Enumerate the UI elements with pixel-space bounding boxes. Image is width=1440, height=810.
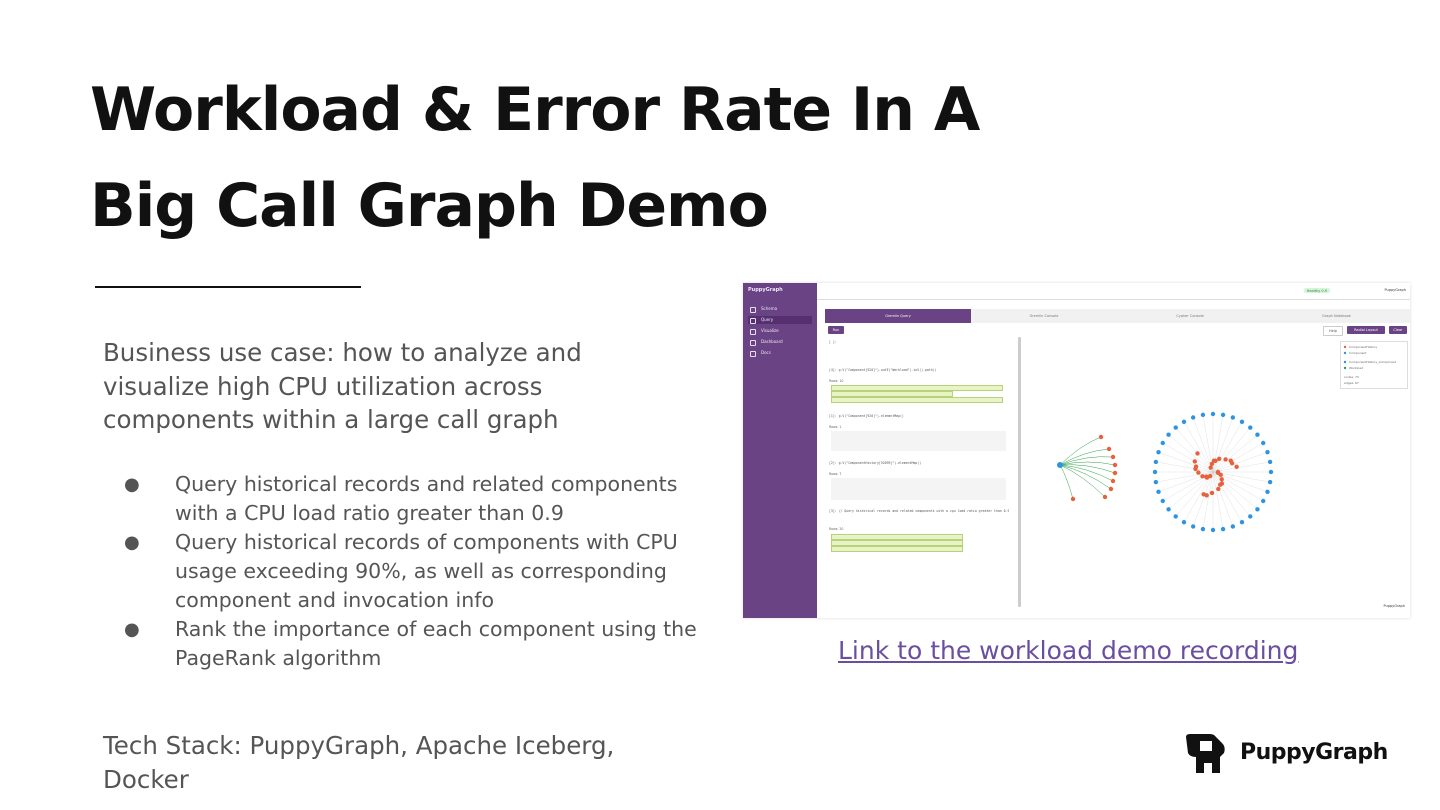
- graph-node: [1109, 487, 1113, 491]
- graph-node: [1193, 459, 1197, 463]
- graph-node: [1248, 514, 1252, 518]
- graph-node: [1221, 527, 1225, 531]
- graph-node: [1204, 474, 1208, 478]
- result-count: Rows: 10: [829, 379, 844, 383]
- graph-node: [1057, 462, 1063, 468]
- graph-node: [1174, 425, 1178, 429]
- graph-edge: [1060, 465, 1073, 499]
- legend-entry: ComponentHistory: [1349, 345, 1378, 349]
- graph-node: [1166, 433, 1170, 437]
- layout-select[interactable]: Radial Layout: [1347, 326, 1385, 334]
- graph-node: [1234, 465, 1238, 469]
- editor-scrollbar[interactable]: [1018, 337, 1021, 607]
- graph-node: [1154, 460, 1158, 464]
- title-line-2: Big Call Graph Demo: [90, 171, 768, 241]
- graph-node: [1099, 435, 1103, 439]
- graph-node: [1211, 528, 1215, 532]
- code-line: [1]: g.V("Component[920]").elementMap(): [829, 414, 904, 418]
- account-menu[interactable]: PuppyGraph: [1384, 288, 1406, 292]
- graph-node: [1261, 441, 1265, 445]
- bullet-text: Query historical records of components with CPU usage exceeding 90%, as well as corresponding component and invocation info: [175, 530, 678, 612]
- logo-text: PuppyGraph: [1240, 740, 1388, 765]
- graph-node: [1265, 490, 1269, 494]
- graph-node: [1210, 462, 1214, 466]
- bullet-text: Rank the importance of each component using the PageRank algorithm: [175, 617, 697, 670]
- nav-item-visualize[interactable]: Visualize: [748, 327, 812, 335]
- app-topbar: [817, 283, 1410, 300]
- graph-node: [1201, 492, 1205, 496]
- graph-node: [1196, 470, 1200, 474]
- graph-node: [1156, 450, 1160, 454]
- result-count: Rows: 1: [829, 425, 842, 429]
- graph-node: [1265, 450, 1269, 454]
- graph-node: [1166, 507, 1170, 511]
- graph-node: [1255, 433, 1259, 437]
- legend-entry: Workload: [1349, 366, 1364, 370]
- graph-node: [1194, 464, 1198, 468]
- result-count: Rows: 20: [829, 527, 844, 531]
- bullet-list: [124, 470, 704, 673]
- graph-node: [1216, 470, 1220, 474]
- demo-recording-link[interactable]: Link to the workload demo recording: [838, 636, 1299, 665]
- graph-node: [1217, 457, 1221, 461]
- code-line: [2]: g.V("ComponentHistory[92099]").elementMap(): [829, 461, 922, 465]
- graph-node: [1182, 520, 1186, 524]
- graph-node: [1268, 480, 1272, 484]
- tab-graph-notebook[interactable]: Graph Notebook: [1322, 314, 1351, 318]
- graph-node: [1221, 413, 1225, 417]
- result-table: [831, 431, 1006, 451]
- bullet-item: [124, 615, 704, 673]
- graph-node: [1174, 514, 1178, 518]
- intro-text: Business use case: how to analyze and visualize high CPU utilization across components within a large call graph: [103, 338, 582, 434]
- run-button[interactable]: Run: [828, 326, 844, 334]
- tech-stack-text: Tech Stack: PuppyGraph, Apache Iceberg, Docker: [103, 731, 615, 794]
- graph-node: [1240, 520, 1244, 524]
- bullet-text: Query historical records and related components with a CPU load ratio greater than 0.9: [175, 472, 678, 525]
- graph-legend: [1340, 341, 1408, 389]
- graph-node: [1269, 470, 1273, 474]
- graph-node: [1211, 412, 1215, 416]
- graph-node: [1213, 459, 1217, 463]
- app-sidebar: [743, 283, 817, 618]
- graph-node: [1231, 415, 1235, 419]
- code-line: [ ]:: [829, 340, 837, 344]
- bullet-item: [124, 528, 704, 615]
- slide-title: [90, 62, 979, 254]
- graph-node: [1191, 524, 1195, 528]
- puppy-logo-icon: [1184, 733, 1228, 775]
- graph-node: [1220, 477, 1224, 481]
- graph-node: [1107, 447, 1111, 451]
- query-editor[interactable]: [825, 337, 1018, 612]
- tab-gremlin-query[interactable]: Gremlin Query: [825, 309, 971, 323]
- nav-item-schema[interactable]: Schema: [748, 305, 812, 313]
- graph-node: [1210, 491, 1214, 495]
- title-line-1: Workload & Error Rate In A: [90, 75, 980, 145]
- result-table: [831, 478, 1006, 500]
- puppygraph-logo: [1184, 733, 1388, 775]
- graph-node: [1161, 499, 1165, 503]
- bullet-item: [124, 470, 704, 528]
- graph-node: [1071, 497, 1075, 501]
- bullet-dot-icon: ●: [124, 474, 140, 495]
- legend-swatches: [1343, 344, 1348, 372]
- graph-node: [1231, 524, 1235, 528]
- code-line: [3]: // Query historical records and related components with a cpu load ratio greater than 0.9: [829, 509, 1009, 513]
- health-badge: Healthy 0.9: [1304, 288, 1330, 293]
- app-brand: PuppyGraph: [748, 287, 783, 293]
- graph-node: [1195, 451, 1199, 455]
- graph-node: [1216, 487, 1220, 491]
- graph-node: [1111, 479, 1115, 483]
- graph-node: [1111, 455, 1115, 459]
- graph-node: [1248, 425, 1252, 429]
- legend-stat: edges: 67: [1344, 381, 1359, 385]
- graph-node: [1113, 463, 1117, 467]
- title-divider: [95, 286, 361, 288]
- app-watermark: PuppyGraph: [1383, 604, 1405, 608]
- nav-item-dashboard[interactable]: Dashboard: [748, 338, 812, 346]
- graph-node: [1201, 413, 1205, 417]
- result-count: Rows: 7: [829, 472, 842, 476]
- graph-node: [1182, 420, 1186, 424]
- graph-node: [1161, 441, 1165, 445]
- graph-node: [1103, 495, 1107, 499]
- clear-button[interactable]: Clear: [1389, 326, 1407, 334]
- demo-screenshot: [743, 283, 1410, 618]
- bullet-dot-icon: ●: [124, 619, 140, 640]
- query-tabs: [825, 309, 1410, 323]
- legend-entry: ComponentHistory_Component: [1349, 360, 1397, 364]
- graph-node: [1153, 470, 1157, 474]
- graph-node: [1191, 415, 1195, 419]
- graph-node: [1218, 482, 1222, 486]
- graph-node: [1230, 461, 1234, 465]
- result-row: [831, 397, 1003, 403]
- graph-node: [1154, 480, 1158, 484]
- graph-node: [1156, 490, 1160, 494]
- graph-node: [1200, 474, 1204, 478]
- code-line: [4]: g.V("Component[920]").outE("Workload").inV().path(): [829, 368, 937, 372]
- tab-cypher-console[interactable]: Cypher Console: [1176, 314, 1204, 318]
- bullet-dot-icon: ●: [124, 532, 140, 553]
- legend-stat: nodes: 73: [1344, 375, 1359, 379]
- result-row: [831, 546, 963, 552]
- graph-node: [1223, 457, 1227, 461]
- graph-node: [1240, 420, 1244, 424]
- tab-gremlin-console[interactable]: Gremlin Console: [1029, 314, 1059, 318]
- graph-node: [1208, 474, 1212, 478]
- graph-node: [1201, 527, 1205, 531]
- graph-node: [1255, 507, 1259, 511]
- graph-node: [1113, 471, 1117, 475]
- help-button[interactable]: Help: [1323, 326, 1343, 336]
- legend-entry: Component: [1349, 351, 1367, 355]
- graph-node: [1261, 499, 1265, 503]
- nav-item-docs[interactable]: Docs: [748, 349, 812, 357]
- graph-node: [1268, 460, 1272, 464]
- nav-item-query[interactable]: Query: [748, 316, 812, 324]
